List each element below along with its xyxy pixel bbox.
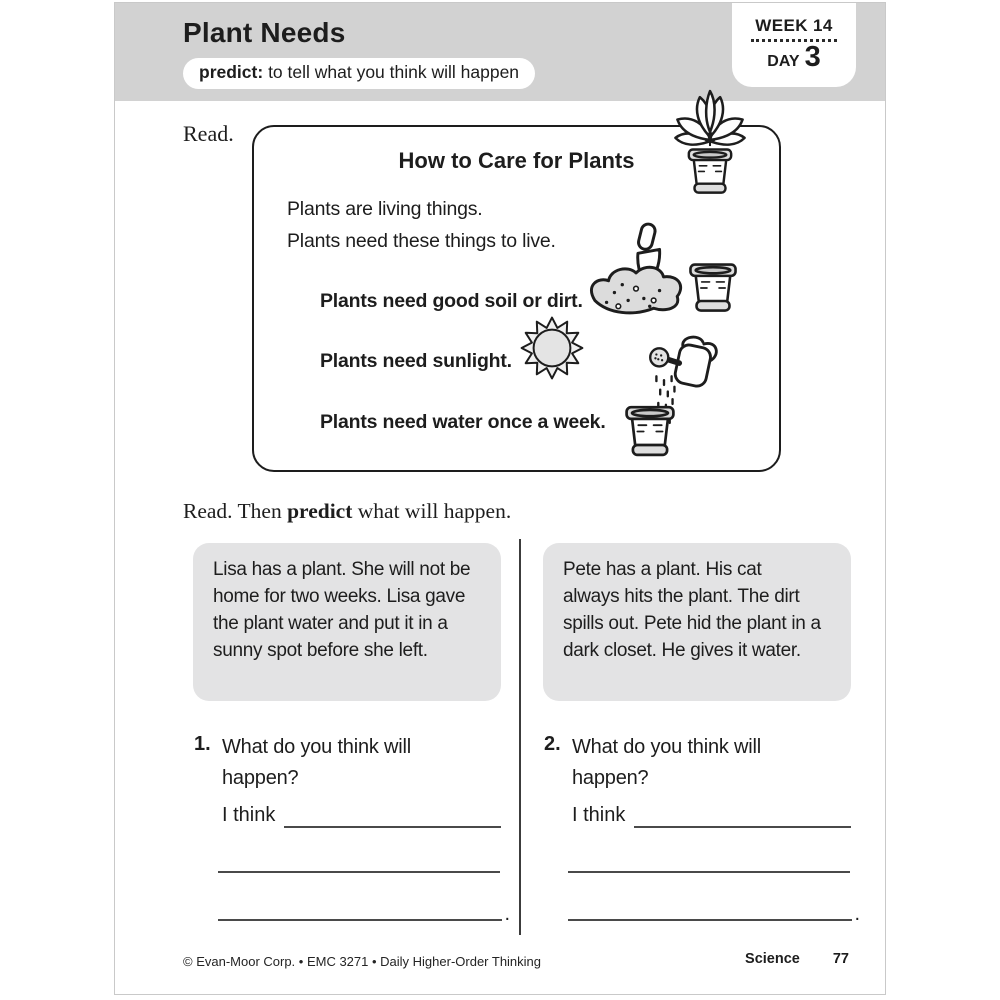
page-title: Plant Needs bbox=[183, 17, 346, 48]
writing-line[interactable] bbox=[568, 855, 850, 873]
week-day-badge bbox=[732, 3, 856, 87]
passage-need: Plants need sunlight. bbox=[320, 350, 512, 372]
badge-day-label: DAY bbox=[767, 53, 800, 70]
answer-line[interactable] bbox=[568, 899, 852, 921]
passage-need: Plants need water once a week. bbox=[320, 411, 606, 433]
directions: Read. Then predict what will happen. bbox=[183, 499, 512, 523]
badge-day-number: 3 bbox=[804, 41, 821, 73]
answer-stem: I think bbox=[222, 804, 276, 826]
answer-line[interactable] bbox=[218, 899, 502, 921]
question-text: What do you think will happen? bbox=[222, 736, 412, 789]
footer-page-number: 77 bbox=[832, 951, 849, 967]
writing-line[interactable] bbox=[218, 855, 500, 873]
question-number: 1. bbox=[194, 733, 211, 755]
footer-right bbox=[745, 951, 849, 967]
line-end-period: . bbox=[504, 903, 510, 925]
question-number: 2. bbox=[544, 733, 561, 755]
writing-line-final[interactable] bbox=[218, 899, 510, 925]
story-card bbox=[543, 543, 851, 701]
vocab-pill bbox=[183, 58, 535, 89]
worksheet-page bbox=[114, 2, 886, 995]
passage-title: How to Care for Plants bbox=[398, 148, 635, 173]
writing-line-final[interactable] bbox=[568, 899, 860, 925]
directions-bold: predict bbox=[287, 499, 353, 523]
footer-subject: Science bbox=[745, 951, 800, 967]
vocab-definition: to tell what you think will happen bbox=[268, 62, 520, 82]
flower-pot-icon bbox=[623, 403, 677, 460]
flower-pot-icon bbox=[687, 260, 739, 316]
answer-stem: I think bbox=[572, 804, 626, 826]
story-text: Lisa has a plant. She will not be home for two weeks. Lisa gave the plant water and put it in a sunny spot before she left. bbox=[213, 559, 471, 661]
answer-stem-row bbox=[222, 803, 501, 828]
answer-stem-row bbox=[572, 803, 851, 828]
question-text: What do you think will happen? bbox=[572, 736, 762, 789]
passage-need: Plants need good soil or dirt. bbox=[320, 290, 583, 312]
badge-dotted-divider bbox=[751, 39, 837, 42]
vocab-term: predict: bbox=[199, 62, 264, 82]
page-header bbox=[115, 3, 885, 101]
line-end-period: . bbox=[854, 903, 860, 925]
footer-credit: © Evan-Moor Corp. • EMC 3271 • Daily Higher-Order Thinking bbox=[183, 954, 542, 969]
badge-week: WEEK 14 bbox=[755, 16, 833, 35]
answer-line[interactable] bbox=[634, 803, 851, 828]
story-card bbox=[193, 543, 501, 701]
passage-intro-line: Plants are living things. bbox=[287, 198, 483, 220]
column-divider bbox=[519, 539, 521, 935]
read-label: Read. bbox=[183, 121, 234, 146]
sun-icon bbox=[520, 316, 584, 380]
potted-plant-icon bbox=[671, 87, 749, 201]
trowel-and-soil-icon bbox=[585, 221, 687, 319]
story-text: Pete has a plant. His cat always hits the plant. The dirt spills out. Pete hid the plant in a dark closet. He gives it water. bbox=[563, 559, 821, 661]
answer-line[interactable] bbox=[284, 803, 501, 828]
passage-intro-line: Plants need these things to live. bbox=[287, 230, 556, 252]
